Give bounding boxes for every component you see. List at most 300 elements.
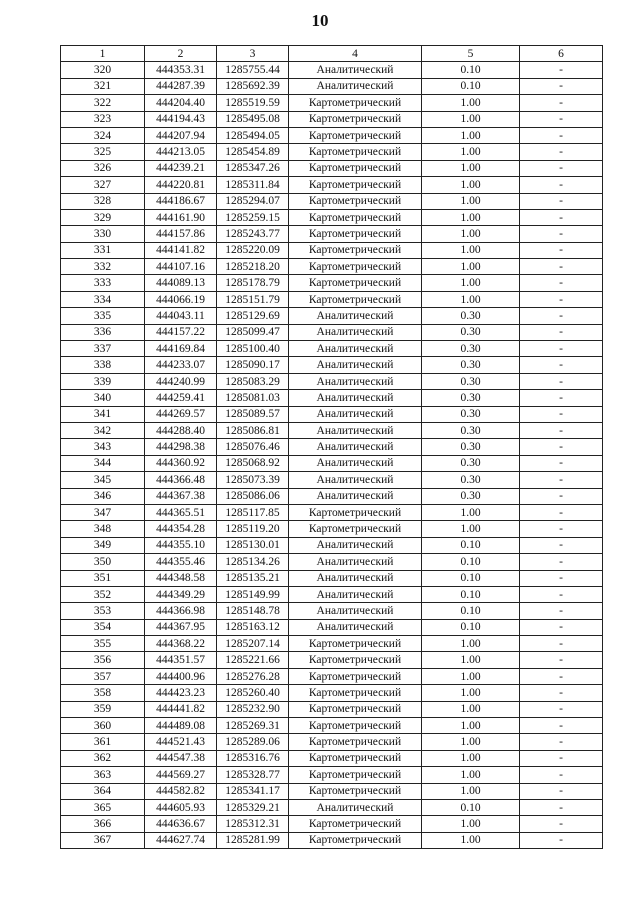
x-coordinate-cell: 444366.48 <box>145 472 217 488</box>
table-row <box>61 668 603 684</box>
table-row <box>61 324 603 340</box>
y-coordinate-cell: 1285329.21 <box>217 799 289 815</box>
method-cell: Аналитический <box>289 586 422 602</box>
table-row <box>61 341 603 357</box>
note-cell: - <box>520 799 603 815</box>
point-number-cell: 351 <box>61 570 145 586</box>
method-cell: Аналитический <box>289 390 422 406</box>
point-number-cell: 320 <box>61 62 145 78</box>
x-coordinate-cell: 444239.21 <box>145 160 217 176</box>
note-cell: - <box>520 242 603 258</box>
point-number-cell: 354 <box>61 619 145 635</box>
x-coordinate-cell: 444355.10 <box>145 537 217 553</box>
method-cell: Аналитический <box>289 570 422 586</box>
column-header: 1 <box>61 46 145 62</box>
y-coordinate-cell: 1285178.79 <box>217 275 289 291</box>
point-number-cell: 331 <box>61 242 145 258</box>
note-cell: - <box>520 324 603 340</box>
accuracy-cell: 1.00 <box>422 685 520 701</box>
point-number-cell: 349 <box>61 537 145 553</box>
point-number-cell: 342 <box>61 422 145 438</box>
accuracy-cell: 1.00 <box>422 504 520 520</box>
table-row <box>61 144 603 160</box>
point-number-cell: 338 <box>61 357 145 373</box>
note-cell: - <box>520 767 603 783</box>
accuracy-cell: 1.00 <box>422 111 520 127</box>
table-row <box>61 160 603 176</box>
table-row <box>61 242 603 258</box>
x-coordinate-cell: 444288.40 <box>145 422 217 438</box>
y-coordinate-cell: 1285089.57 <box>217 406 289 422</box>
method-cell: Картометрический <box>289 734 422 750</box>
accuracy-cell: 1.00 <box>422 291 520 307</box>
accuracy-cell: 1.00 <box>422 521 520 537</box>
method-cell: Картометрический <box>289 226 422 242</box>
point-number-cell: 334 <box>61 291 145 307</box>
point-number-cell: 332 <box>61 259 145 275</box>
point-number-cell: 347 <box>61 504 145 520</box>
table-row <box>61 767 603 783</box>
x-coordinate-cell: 444351.57 <box>145 652 217 668</box>
method-cell: Картометрический <box>289 652 422 668</box>
method-cell: Аналитический <box>289 554 422 570</box>
table-row <box>61 701 603 717</box>
method-cell: Картометрический <box>289 504 422 520</box>
accuracy-cell: 1.00 <box>422 701 520 717</box>
coordinates-table <box>60 45 603 849</box>
point-number-cell: 330 <box>61 226 145 242</box>
table-row <box>61 406 603 422</box>
accuracy-cell: 1.00 <box>422 652 520 668</box>
point-number-cell: 343 <box>61 439 145 455</box>
y-coordinate-cell: 1285135.21 <box>217 570 289 586</box>
table-row <box>61 537 603 553</box>
note-cell: - <box>520 439 603 455</box>
x-coordinate-cell: 444169.84 <box>145 341 217 357</box>
accuracy-cell: 0.10 <box>422 586 520 602</box>
method-cell: Картометрический <box>289 783 422 799</box>
note-cell: - <box>520 160 603 176</box>
y-coordinate-cell: 1285207.14 <box>217 636 289 652</box>
x-coordinate-cell: 444368.22 <box>145 636 217 652</box>
note-cell: - <box>520 341 603 357</box>
point-number-cell: 340 <box>61 390 145 406</box>
x-coordinate-cell: 444547.38 <box>145 750 217 766</box>
table-row <box>61 472 603 488</box>
method-cell: Картометрический <box>289 259 422 275</box>
y-coordinate-cell: 1285289.06 <box>217 734 289 750</box>
table-row <box>61 816 603 832</box>
y-coordinate-cell: 1285276.28 <box>217 668 289 684</box>
table-row <box>61 177 603 193</box>
note-cell: - <box>520 586 603 602</box>
accuracy-cell: 0.30 <box>422 357 520 373</box>
note-cell: - <box>520 783 603 799</box>
x-coordinate-cell: 444367.95 <box>145 619 217 635</box>
table-row <box>61 504 603 520</box>
table-row <box>61 521 603 537</box>
x-coordinate-cell: 444186.67 <box>145 193 217 209</box>
note-cell: - <box>520 636 603 652</box>
y-coordinate-cell: 1285220.09 <box>217 242 289 258</box>
table-row <box>61 127 603 143</box>
accuracy-cell: 0.30 <box>422 455 520 471</box>
accuracy-cell: 1.00 <box>422 127 520 143</box>
method-cell: Аналитический <box>289 406 422 422</box>
accuracy-cell: 1.00 <box>422 242 520 258</box>
point-number-cell: 355 <box>61 636 145 652</box>
x-coordinate-cell: 444365.51 <box>145 504 217 520</box>
note-cell: - <box>520 177 603 193</box>
point-number-cell: 356 <box>61 652 145 668</box>
accuracy-cell: 1.00 <box>422 767 520 783</box>
point-number-cell: 353 <box>61 603 145 619</box>
accuracy-cell: 0.10 <box>422 619 520 635</box>
x-coordinate-cell: 444349.29 <box>145 586 217 602</box>
accuracy-cell: 1.00 <box>422 718 520 734</box>
point-number-cell: 350 <box>61 554 145 570</box>
method-cell: Картометрический <box>289 144 422 160</box>
accuracy-cell: 0.30 <box>422 406 520 422</box>
method-cell: Картометрический <box>289 718 422 734</box>
method-cell: Картометрический <box>289 193 422 209</box>
method-cell: Картометрический <box>289 767 422 783</box>
note-cell: - <box>520 472 603 488</box>
y-coordinate-cell: 1285117.85 <box>217 504 289 520</box>
accuracy-cell: 1.00 <box>422 160 520 176</box>
y-coordinate-cell: 1285218.20 <box>217 259 289 275</box>
note-cell: - <box>520 750 603 766</box>
note-cell: - <box>520 291 603 307</box>
page-number: 10 <box>311 11 329 30</box>
accuracy-cell: 0.10 <box>422 62 520 78</box>
x-coordinate-cell: 444354.28 <box>145 521 217 537</box>
method-cell: Картометрический <box>289 685 422 701</box>
y-coordinate-cell: 1285129.69 <box>217 308 289 324</box>
x-coordinate-cell: 444043.11 <box>145 308 217 324</box>
table-row <box>61 652 603 668</box>
note-cell: - <box>520 144 603 160</box>
accuracy-cell: 1.00 <box>422 209 520 225</box>
accuracy-cell: 0.10 <box>422 78 520 94</box>
table-row <box>61 734 603 750</box>
note-cell: - <box>520 357 603 373</box>
x-coordinate-cell: 444582.82 <box>145 783 217 799</box>
note-cell: - <box>520 668 603 684</box>
method-cell: Картометрический <box>289 521 422 537</box>
note-cell: - <box>520 62 603 78</box>
point-number-cell: 324 <box>61 127 145 143</box>
y-coordinate-cell: 1285151.79 <box>217 291 289 307</box>
accuracy-cell: 0.30 <box>422 488 520 504</box>
y-coordinate-cell: 1285073.39 <box>217 472 289 488</box>
x-coordinate-cell: 444627.74 <box>145 832 217 848</box>
x-coordinate-cell: 444366.98 <box>145 603 217 619</box>
point-number-cell: 323 <box>61 111 145 127</box>
method-cell: Картометрический <box>289 209 422 225</box>
point-number-cell: 361 <box>61 734 145 750</box>
accuracy-cell: 1.00 <box>422 816 520 832</box>
method-cell: Картометрический <box>289 636 422 652</box>
y-coordinate-cell: 1285454.89 <box>217 144 289 160</box>
note-cell: - <box>520 504 603 520</box>
table-row <box>61 750 603 766</box>
x-coordinate-cell: 444348.58 <box>145 570 217 586</box>
note-cell: - <box>520 718 603 734</box>
y-coordinate-cell: 1285328.77 <box>217 767 289 783</box>
accuracy-cell: 1.00 <box>422 144 520 160</box>
note-cell: - <box>520 308 603 324</box>
accuracy-cell: 0.10 <box>422 570 520 586</box>
y-coordinate-cell: 1285149.99 <box>217 586 289 602</box>
note-cell: - <box>520 652 603 668</box>
x-coordinate-cell: 444441.82 <box>145 701 217 717</box>
y-coordinate-cell: 1285347.26 <box>217 160 289 176</box>
x-coordinate-cell: 444298.38 <box>145 439 217 455</box>
x-coordinate-cell: 444423.23 <box>145 685 217 701</box>
note-cell: - <box>520 193 603 209</box>
y-coordinate-cell: 1285083.29 <box>217 373 289 389</box>
y-coordinate-cell: 1285281.99 <box>217 832 289 848</box>
table-row <box>61 373 603 389</box>
note-cell: - <box>520 422 603 438</box>
table-row <box>61 226 603 242</box>
y-coordinate-cell: 1285495.08 <box>217 111 289 127</box>
accuracy-cell: 0.30 <box>422 341 520 357</box>
method-cell: Картометрический <box>289 95 422 111</box>
accuracy-cell: 1.00 <box>422 259 520 275</box>
method-cell: Картометрический <box>289 160 422 176</box>
x-coordinate-cell: 444207.94 <box>145 127 217 143</box>
point-number-cell: 366 <box>61 816 145 832</box>
note-cell: - <box>520 603 603 619</box>
method-cell: Картометрический <box>289 750 422 766</box>
point-number-cell: 362 <box>61 750 145 766</box>
y-coordinate-cell: 1285086.06 <box>217 488 289 504</box>
method-cell: Аналитический <box>289 373 422 389</box>
point-number-cell: 327 <box>61 177 145 193</box>
note-cell: - <box>520 275 603 291</box>
y-coordinate-cell: 1285269.31 <box>217 718 289 734</box>
x-coordinate-cell: 444157.86 <box>145 226 217 242</box>
table-row <box>61 357 603 373</box>
column-header: 6 <box>520 46 603 62</box>
table-row <box>61 390 603 406</box>
table-row <box>61 422 603 438</box>
point-number-cell: 346 <box>61 488 145 504</box>
y-coordinate-cell: 1285755.44 <box>217 62 289 78</box>
y-coordinate-cell: 1285519.59 <box>217 95 289 111</box>
y-coordinate-cell: 1285148.78 <box>217 603 289 619</box>
point-number-cell: 345 <box>61 472 145 488</box>
y-coordinate-cell: 1285100.40 <box>217 341 289 357</box>
point-number-cell: 365 <box>61 799 145 815</box>
x-coordinate-cell: 444287.39 <box>145 78 217 94</box>
accuracy-cell: 0.30 <box>422 439 520 455</box>
method-cell: Аналитический <box>289 78 422 94</box>
note-cell: - <box>520 554 603 570</box>
x-coordinate-cell: 444521.43 <box>145 734 217 750</box>
table-row <box>61 111 603 127</box>
point-number-cell: 322 <box>61 95 145 111</box>
accuracy-cell: 1.00 <box>422 734 520 750</box>
point-number-cell: 358 <box>61 685 145 701</box>
point-number-cell: 348 <box>61 521 145 537</box>
y-coordinate-cell: 1285221.66 <box>217 652 289 668</box>
note-cell: - <box>520 537 603 553</box>
table-row <box>61 586 603 602</box>
table-row <box>61 718 603 734</box>
y-coordinate-cell: 1285163.12 <box>217 619 289 635</box>
note-cell: - <box>520 701 603 717</box>
x-coordinate-cell: 444220.81 <box>145 177 217 193</box>
note-cell: - <box>520 209 603 225</box>
column-header: 4 <box>289 46 422 62</box>
accuracy-cell: 1.00 <box>422 636 520 652</box>
note-cell: - <box>520 734 603 750</box>
table-row <box>61 603 603 619</box>
x-coordinate-cell: 444400.96 <box>145 668 217 684</box>
note-cell: - <box>520 259 603 275</box>
x-coordinate-cell: 444089.13 <box>145 275 217 291</box>
point-number-cell: 363 <box>61 767 145 783</box>
note-cell: - <box>520 619 603 635</box>
method-cell: Картометрический <box>289 701 422 717</box>
table-row <box>61 439 603 455</box>
point-number-cell: 367 <box>61 832 145 848</box>
note-cell: - <box>520 78 603 94</box>
y-coordinate-cell: 1285259.15 <box>217 209 289 225</box>
table-body <box>61 62 603 849</box>
x-coordinate-cell: 444605.93 <box>145 799 217 815</box>
point-number-cell: 336 <box>61 324 145 340</box>
x-coordinate-cell: 444353.31 <box>145 62 217 78</box>
table-row <box>61 799 603 815</box>
accuracy-cell: 0.30 <box>422 308 520 324</box>
x-coordinate-cell: 444107.16 <box>145 259 217 275</box>
x-coordinate-cell: 444240.99 <box>145 373 217 389</box>
x-coordinate-cell: 444360.92 <box>145 455 217 471</box>
method-cell: Аналитический <box>289 422 422 438</box>
x-coordinate-cell: 444204.40 <box>145 95 217 111</box>
note-cell: - <box>520 832 603 848</box>
x-coordinate-cell: 444141.82 <box>145 242 217 258</box>
point-number-cell: 360 <box>61 718 145 734</box>
accuracy-cell: 1.00 <box>422 177 520 193</box>
y-coordinate-cell: 1285090.17 <box>217 357 289 373</box>
x-coordinate-cell: 444636.67 <box>145 816 217 832</box>
table-row <box>61 783 603 799</box>
table-row <box>61 95 603 111</box>
method-cell: Аналитический <box>289 603 422 619</box>
x-coordinate-cell: 444213.05 <box>145 144 217 160</box>
method-cell: Картометрический <box>289 816 422 832</box>
x-coordinate-cell: 444259.41 <box>145 390 217 406</box>
y-coordinate-cell: 1285692.39 <box>217 78 289 94</box>
y-coordinate-cell: 1285134.26 <box>217 554 289 570</box>
y-coordinate-cell: 1285068.92 <box>217 455 289 471</box>
accuracy-cell: 1.00 <box>422 226 520 242</box>
accuracy-cell: 1.00 <box>422 750 520 766</box>
table-header-row <box>61 46 603 62</box>
method-cell: Аналитический <box>289 341 422 357</box>
accuracy-cell: 1.00 <box>422 783 520 799</box>
y-coordinate-cell: 1285294.07 <box>217 193 289 209</box>
method-cell: Картометрический <box>289 668 422 684</box>
y-coordinate-cell: 1285081.03 <box>217 390 289 406</box>
y-coordinate-cell: 1285260.40 <box>217 685 289 701</box>
method-cell: Аналитический <box>289 537 422 553</box>
point-number-cell: 335 <box>61 308 145 324</box>
method-cell: Картометрический <box>289 291 422 307</box>
accuracy-cell: 1.00 <box>422 668 520 684</box>
table-row <box>61 685 603 701</box>
accuracy-cell: 0.30 <box>422 390 520 406</box>
x-coordinate-cell: 444194.43 <box>145 111 217 127</box>
column-header: 5 <box>422 46 520 62</box>
table-row <box>61 619 603 635</box>
note-cell: - <box>520 488 603 504</box>
note-cell: - <box>520 226 603 242</box>
x-coordinate-cell: 444269.57 <box>145 406 217 422</box>
note-cell: - <box>520 521 603 537</box>
method-cell: Картометрический <box>289 111 422 127</box>
point-number-cell: 328 <box>61 193 145 209</box>
point-number-cell: 352 <box>61 586 145 602</box>
note-cell: - <box>520 406 603 422</box>
y-coordinate-cell: 1285311.84 <box>217 177 289 193</box>
table-row <box>61 78 603 94</box>
y-coordinate-cell: 1285494.05 <box>217 127 289 143</box>
y-coordinate-cell: 1285130.01 <box>217 537 289 553</box>
table-row <box>61 308 603 324</box>
method-cell: Картометрический <box>289 242 422 258</box>
y-coordinate-cell: 1285316.76 <box>217 750 289 766</box>
method-cell: Аналитический <box>289 324 422 340</box>
table-row <box>61 291 603 307</box>
table-row <box>61 193 603 209</box>
note-cell: - <box>520 127 603 143</box>
point-number-cell: 357 <box>61 668 145 684</box>
x-coordinate-cell: 444066.19 <box>145 291 217 307</box>
y-coordinate-cell: 1285119.20 <box>217 521 289 537</box>
y-coordinate-cell: 1285341.17 <box>217 783 289 799</box>
point-number-cell: 325 <box>61 144 145 160</box>
table-row <box>61 554 603 570</box>
note-cell: - <box>520 373 603 389</box>
accuracy-cell: 0.10 <box>422 554 520 570</box>
point-number-cell: 344 <box>61 455 145 471</box>
column-header: 3 <box>217 46 289 62</box>
accuracy-cell: 0.30 <box>422 373 520 389</box>
y-coordinate-cell: 1285243.77 <box>217 226 289 242</box>
method-cell: Картометрический <box>289 275 422 291</box>
x-coordinate-cell: 444233.07 <box>145 357 217 373</box>
accuracy-cell: 1.00 <box>422 95 520 111</box>
note-cell: - <box>520 95 603 111</box>
table-row <box>61 259 603 275</box>
note-cell: - <box>520 570 603 586</box>
method-cell: Картометрический <box>289 127 422 143</box>
method-cell: Аналитический <box>289 308 422 324</box>
method-cell: Аналитический <box>289 472 422 488</box>
table-row <box>61 455 603 471</box>
column-header: 2 <box>145 46 217 62</box>
method-cell: Картометрический <box>289 177 422 193</box>
method-cell: Аналитический <box>289 799 422 815</box>
y-coordinate-cell: 1285099.47 <box>217 324 289 340</box>
x-coordinate-cell: 444569.27 <box>145 767 217 783</box>
